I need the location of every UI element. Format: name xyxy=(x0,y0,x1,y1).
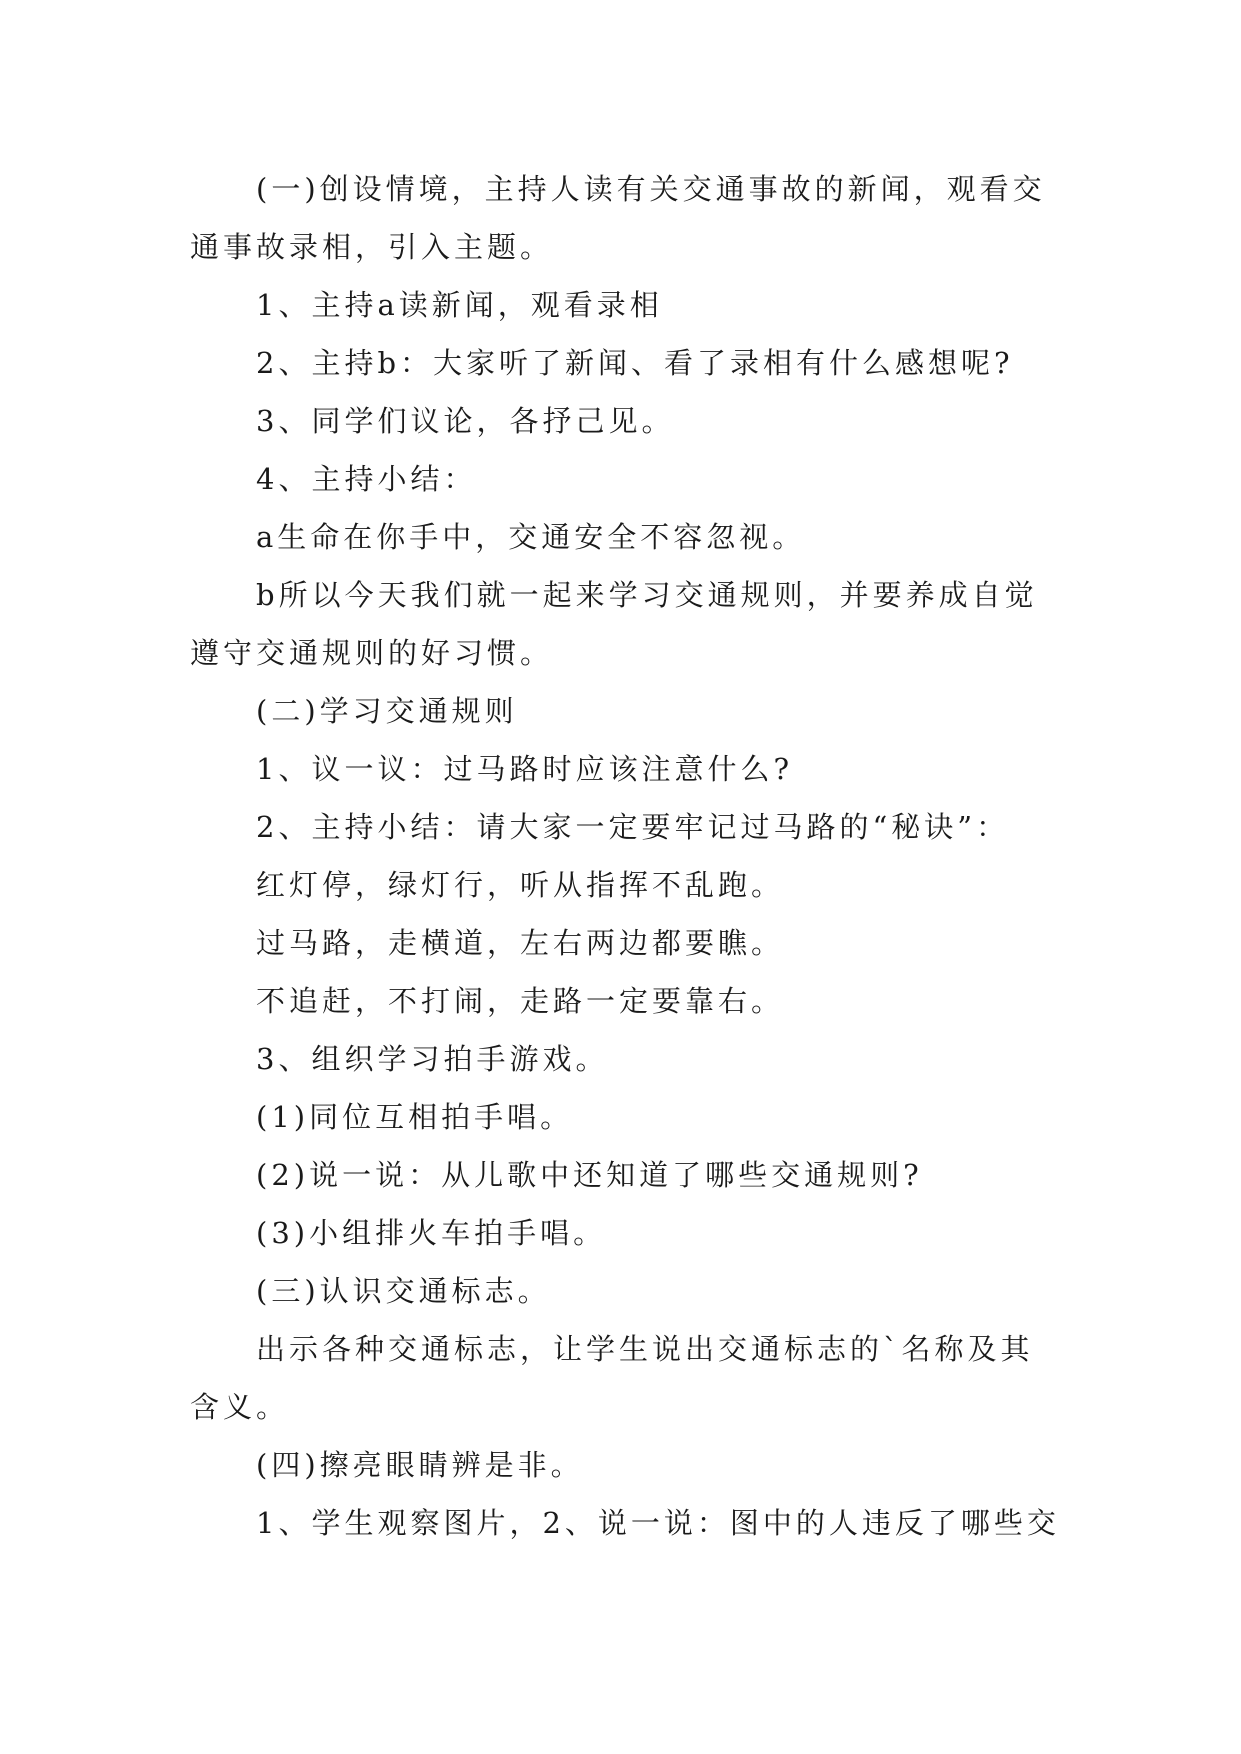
paragraph-9: 1、议一议：过马路时应该注意什么? xyxy=(256,752,793,786)
paragraph-16: (2)说一说：从儿歌中还知道了哪些交通规则? xyxy=(256,1158,923,1192)
paragraph-2: 1、主持a读新闻，观看录相 xyxy=(256,288,663,322)
paragraph-5: 4、主持小结： xyxy=(256,462,477,496)
paragraph-14: 3、组织学习拍手游戏。 xyxy=(256,1042,609,1076)
paragraph-17: (3)小组排火车拍手唱。 xyxy=(256,1216,607,1250)
paragraph-1: (一)创设情境，主持人读有关交通事故的新闻，观看交通事故录相，引入主题。 xyxy=(190,172,1046,264)
paragraph-12: 过马路，走横道，左右两边都要瞧。 xyxy=(256,926,785,960)
paragraph-15: (1)同位互相拍手唱。 xyxy=(256,1100,574,1134)
paragraph-6: a生命在你手中，交通安全不容忽视。 xyxy=(256,520,806,554)
paragraph-18: (三)认识交通标志。 xyxy=(256,1274,551,1308)
paragraph-10: 2、主持小结：请大家一定要牢记过马路的“秘诀”： xyxy=(256,810,1010,844)
paragraph-7: b所以今天我们就一起来学习交通规则，并要养成自觉遵守交通规则的好习惯。 xyxy=(190,578,1038,670)
paragraph-21: 1、学生观察图片，2、说一说：图中的人违反了哪些交 xyxy=(256,1506,1060,1540)
document-body xyxy=(190,160,1060,1552)
paragraph-3: 2、主持b：大家听了新闻、看了录相有什么感想呢? xyxy=(256,346,1014,380)
paragraph-11: 红灯停，绿灯行，听从指挥不乱跑。 xyxy=(256,868,785,902)
paragraph-4: 3、同学们议论，各抒己见。 xyxy=(256,404,675,438)
paragraph-19: 出示各种交通标志，让学生说出交通标志的`名称及其含义。 xyxy=(190,1332,1034,1424)
paragraph-13: 不追赶，不打闹，走路一定要靠右。 xyxy=(256,984,785,1018)
paragraph-20: (四)擦亮眼睛辨是非。 xyxy=(256,1448,584,1482)
paragraph-8: (二)学习交通规则 xyxy=(256,694,518,728)
